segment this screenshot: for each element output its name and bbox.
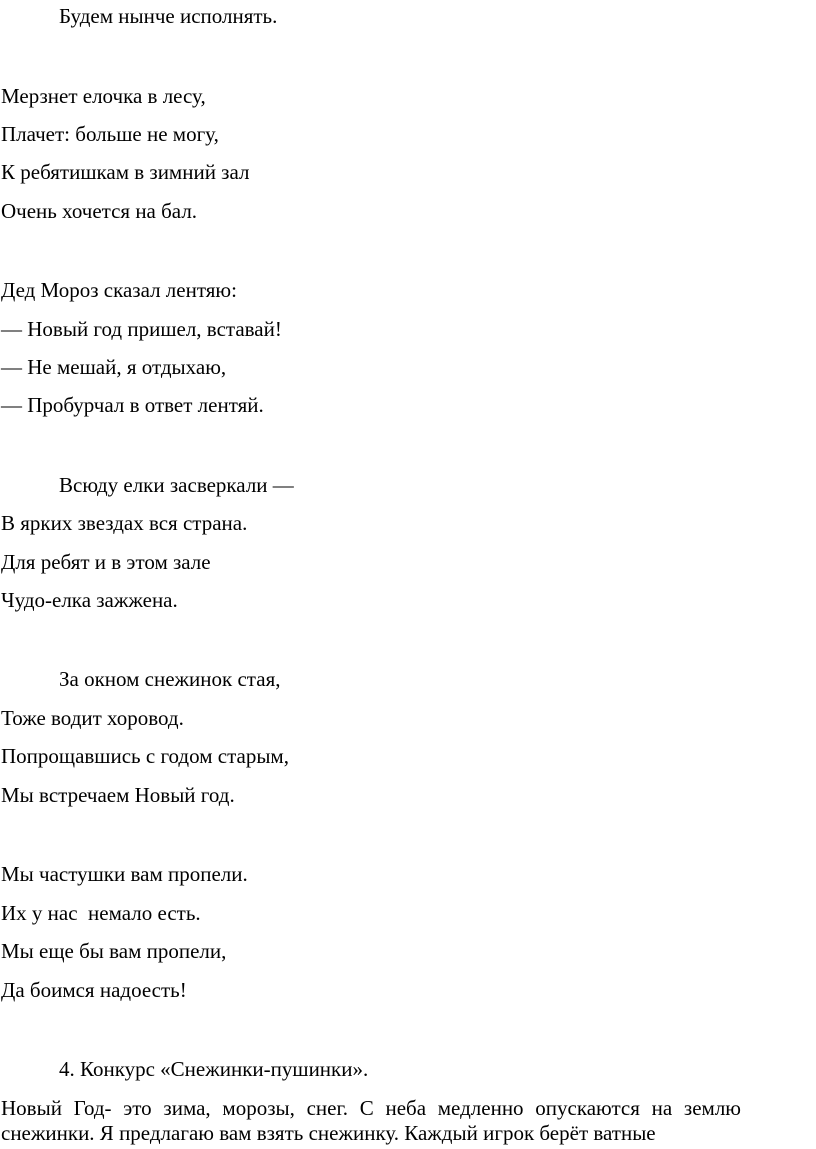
poem-line: Дед Мороз сказал лентяю: (1, 278, 237, 302)
poem-line: Мерзнет елочка в лесу, (1, 84, 206, 108)
poem-line: Мы еще бы вам пропели, (1, 939, 227, 963)
poem-line: В ярких звездах вся страна. (1, 511, 248, 535)
poem-line: К ребятишкам в зимний зал (1, 160, 250, 184)
poem-line: Чудо-елка зажжена. (1, 588, 178, 612)
poem-line: — Новый год пришел, вставай! (1, 317, 282, 341)
poem-line: Всюду елки засверкали — (59, 473, 294, 497)
poem-line: Плачет: больше не могу, (1, 122, 219, 146)
poem-line: Для ребят и в этом зале (1, 550, 211, 574)
poem-line: Попрощавшись с годом старым, (1, 744, 289, 768)
poem-line: Тоже водит хоровод. (1, 706, 184, 730)
poem-line: За окном снежинок стая, (59, 667, 281, 691)
poem-line: Да боимся надоесть! (1, 978, 187, 1002)
poem-line: Мы встречаем Новый год. (1, 783, 235, 807)
poem-line: Будем нынче исполнять. (59, 4, 278, 28)
poem-line: — Не мешай, я отдыхаю, (1, 355, 227, 379)
poem-line: Их у нас немало есть. (1, 901, 201, 925)
poem-line: Мы частушки вам пропели. (1, 862, 248, 886)
contest-heading: 4. Конкурс «Снежинки-пушинки». (59, 1057, 369, 1081)
poem-line: Очень хочется на бал. (1, 199, 198, 223)
contest-description: Новый Год- это зима, морозы, снег. С неба медленно опускаются на землю снежинки. Я предлагаю вам взять снежинку. Каждый игрок берёт ватные (1, 1096, 741, 1145)
poem-line: — Пробурчал в ответ лентяй. (1, 393, 264, 417)
